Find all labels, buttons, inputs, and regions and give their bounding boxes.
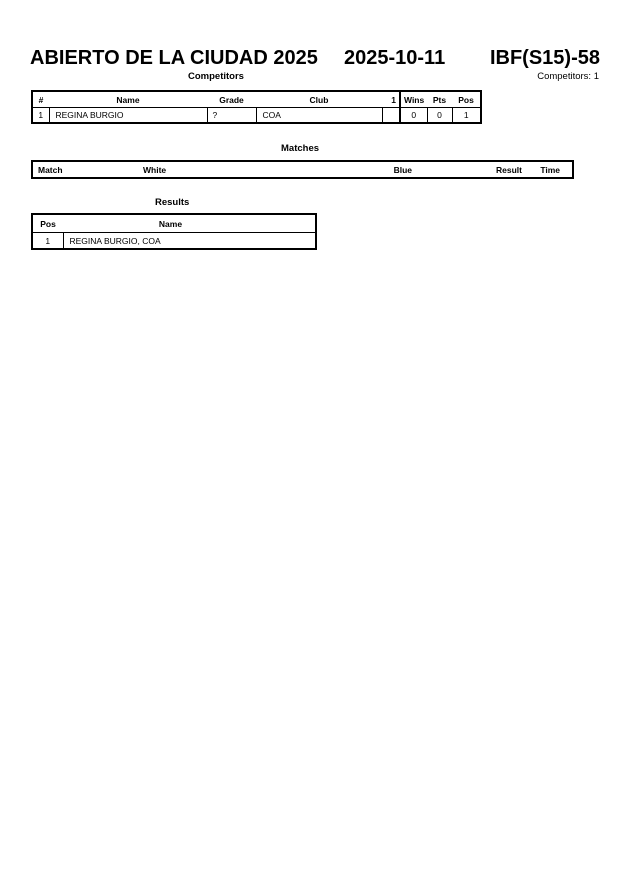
matches-table	[31, 160, 574, 179]
competitors-header-row	[32, 91, 481, 108]
col-grade: Grade	[219, 94, 244, 105]
competitor-club: COA	[256, 108, 382, 124]
competitor-wins: 0	[400, 108, 427, 124]
results-header-row	[32, 214, 316, 233]
table-row	[32, 108, 481, 124]
col-result-name: Name	[158, 218, 183, 229]
category-title: IBF(S15)-58	[489, 47, 600, 69]
competitor-round-1	[382, 108, 400, 124]
matches-title: Matches	[281, 143, 320, 154]
competitors-table	[31, 90, 482, 124]
results-title: Results	[155, 197, 190, 208]
competitors-title: Competitors	[188, 71, 244, 82]
competitor-name: REGINA BURGIO	[49, 108, 207, 124]
competitor-grade: ?	[207, 108, 256, 124]
col-pts: Pts	[432, 94, 447, 105]
result-name: REGINA BURGIO, COA	[63, 233, 316, 250]
col-time: Time	[540, 164, 560, 175]
col-pos: Pos	[458, 94, 474, 105]
col-result: Result	[496, 164, 522, 175]
competitor-pts: 0	[427, 108, 452, 124]
table-row	[32, 233, 316, 250]
col-match: Match	[38, 164, 63, 175]
competitor-num: 1	[32, 108, 49, 124]
competitor-count: Competitors: 1	[537, 71, 599, 82]
col-blue: Blue	[393, 164, 412, 175]
col-result-pos: Pos	[40, 218, 56, 229]
col-white: White	[143, 164, 167, 175]
col-num: #	[38, 94, 44, 105]
result-pos: 1	[32, 233, 63, 250]
col-name: Name	[116, 94, 140, 105]
matches-header-row	[32, 161, 573, 178]
competitor-pos: 1	[452, 108, 481, 124]
tournament-date: 2025-10-11	[344, 47, 446, 69]
tournament-title: ABIERTO DE LA CIUDAD 2025	[30, 47, 318, 69]
col-club: Club	[309, 94, 329, 105]
results-table	[31, 213, 317, 250]
col-wins: Wins	[400, 91, 427, 108]
col-round-1: 1	[391, 94, 396, 105]
